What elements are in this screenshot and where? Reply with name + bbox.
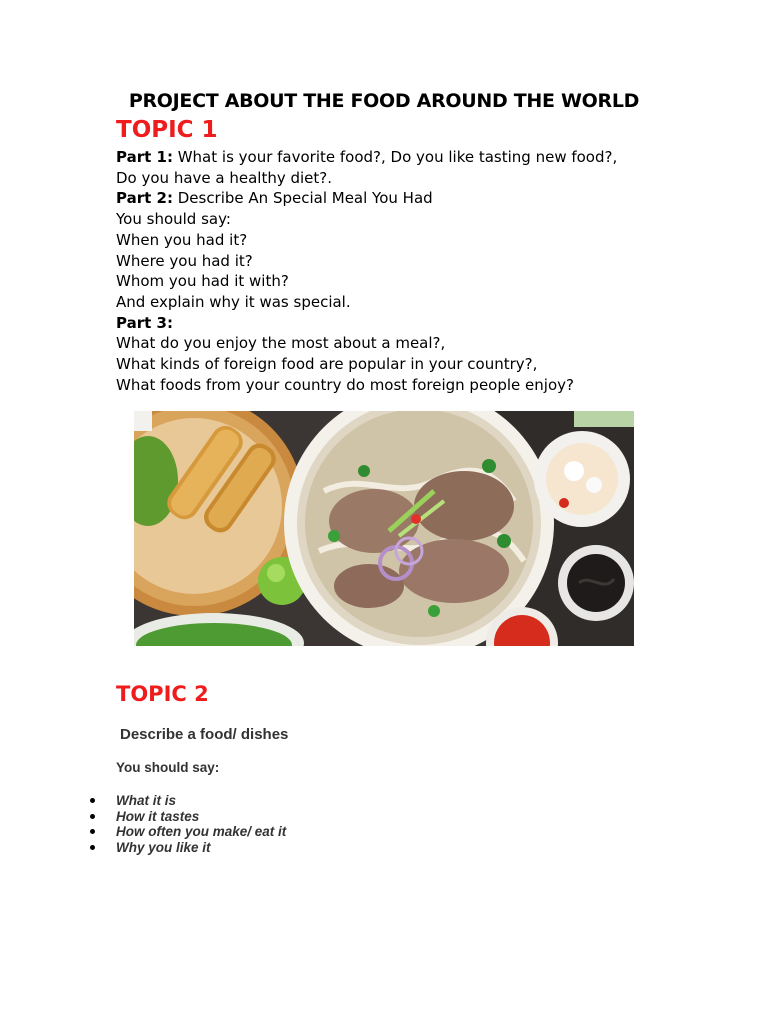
part1-text: What is your favorite food?, Do you like tasting new food?, (172, 148, 618, 166)
list-item (90, 840, 286, 856)
prompt-line: When you had it? (116, 230, 248, 249)
part1-label: Part 1: (116, 148, 173, 166)
topic1-heading: TOPIC 1 (116, 117, 218, 143)
food-photo (134, 411, 634, 646)
prompt-line: You should say: (116, 210, 231, 229)
part2-text: Describe An Special Meal You Had (172, 189, 433, 208)
part3-label: Part 3: (116, 313, 173, 332)
bullet-text: Why you like it (116, 839, 211, 855)
prompt-line: Where you had it? (116, 251, 253, 270)
list-item (90, 809, 286, 825)
part1-line (116, 147, 676, 168)
pho-illustration (134, 411, 634, 646)
bullet-list (90, 793, 286, 855)
part3-question: What kinds of foreign food are popular in your country?, (116, 355, 538, 374)
part1-line-2: Do you have a healthy diet?. (116, 168, 333, 187)
part3-question: What foods from your country do most foreign people enjoy? (116, 375, 574, 394)
prompt-line: Whom you had it with? (116, 272, 289, 291)
bullet-dot (90, 798, 95, 803)
topic1-body (116, 147, 676, 395)
bullet-text: How it tastes (116, 808, 200, 824)
bullet-dot (90, 845, 95, 850)
part3-question: What do you enjoy the most about a meal?, (116, 334, 446, 353)
list-item (90, 824, 286, 840)
page-title: PROJECT ABOUT THE FOOD AROUND THE WORLD (128, 90, 640, 112)
part2-line (116, 188, 676, 209)
describe-prompt: Describe a food/ dishes (120, 726, 289, 743)
bullet-dot (90, 829, 95, 834)
topic2-heading: TOPIC 2 (116, 682, 209, 706)
bullet-dot (90, 814, 95, 819)
part3-label-line (116, 313, 676, 334)
bullet-text: What it is (116, 793, 176, 808)
bullet-text: How often you make/ eat it (116, 824, 287, 839)
should-say-label: You should say: (116, 760, 220, 775)
list-item (90, 793, 286, 809)
prompt-line: And explain why it was special. (116, 292, 351, 311)
part2-label: Part 2: (116, 189, 173, 208)
